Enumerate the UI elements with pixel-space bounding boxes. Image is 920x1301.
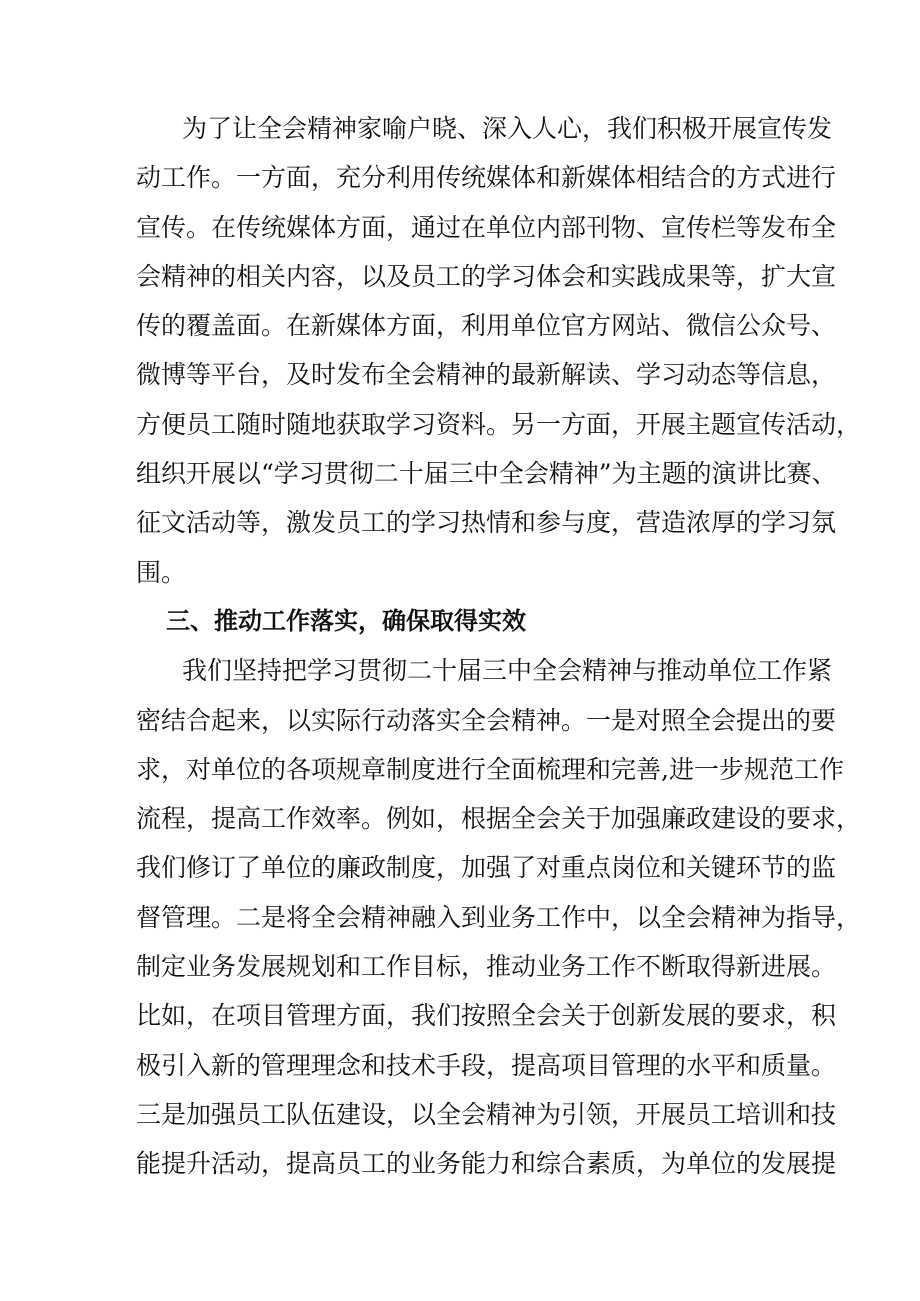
text-line: 我们坚持把学习贯彻二十届三中全会精神与推动单位工作紧: [182, 656, 833, 686]
text-line: 督管理。二是将全会精神融入到业务工作中，以全会精神为指导，: [136, 902, 862, 932]
text-line: 为了让全会精神家喻户晓、深入人心，我们积极开展宣传发: [182, 114, 833, 143]
text-line: 组织开展以“学习贯彻二十届三中全会精神”为主题的演讲比赛、: [136, 459, 837, 489]
text-line: 宣传。在传统媒体方面，通过在单位内部刊物、宣传栏等发布全: [136, 212, 837, 242]
text-line: 方便员工随时随地获取学习资料。另一方面，开展主题宣传活动，: [136, 409, 862, 439]
text-line: 制定业务发展规划和工作目标，推动业务工作不断取得新进展。: [136, 952, 837, 982]
section-heading: 三、推动工作落实，确保取得实效: [166, 606, 526, 635]
text-line: 微博等平台，及时发布全会精神的最新解读、学习动态等信息，: [136, 360, 837, 390]
paragraph-implementation: [136, 646, 862, 1188]
paragraph-publicity: [136, 104, 862, 597]
text-line: 极引入新的管理理念和技术手段，提高项目管理的水平和质量。: [136, 1050, 837, 1080]
text-line: 动工作。一方面，充分利用传统媒体和新媒体相结合的方式进行: [136, 163, 837, 193]
text-line: 比如，在项目管理方面，我们按照全会关于创新发展的要求，积: [136, 1001, 837, 1031]
text-line: 密结合起来，以实际行动落实全会精神。一是对照全会提出的要: [136, 705, 837, 735]
text-line: 我们修订了单位的廉政制度，加强了对重点岗位和关键环节的监: [136, 853, 837, 883]
text-line: 三是加强员工队伍建设，以全会精神为引领，开展员工培训和技: [136, 1099, 837, 1129]
text-line: 流程，提高工作效率。例如，根据全会关于加强廉政建设的要求，: [136, 804, 862, 834]
document-body: [136, 104, 862, 1189]
text-line: 能提升活动，提高员工的业务能力和综合素质，为单位的发展提: [136, 1149, 837, 1179]
text-line: 会精神的相关内容，以及员工的学习体会和实践成果等，扩大宣: [136, 261, 837, 291]
text-line: 征文活动等，激发员工的学习热情和参与度，营造浓厚的学习氛: [136, 508, 837, 538]
text-line: 围。: [136, 557, 187, 587]
text-line: 传的覆盖面。在新媒体方面，利用单位官方网站、微信公众号、: [136, 311, 837, 341]
text-line: 求，对单位的各项规章制度进行全面梳理和完善,进一步规范工作: [136, 754, 844, 784]
